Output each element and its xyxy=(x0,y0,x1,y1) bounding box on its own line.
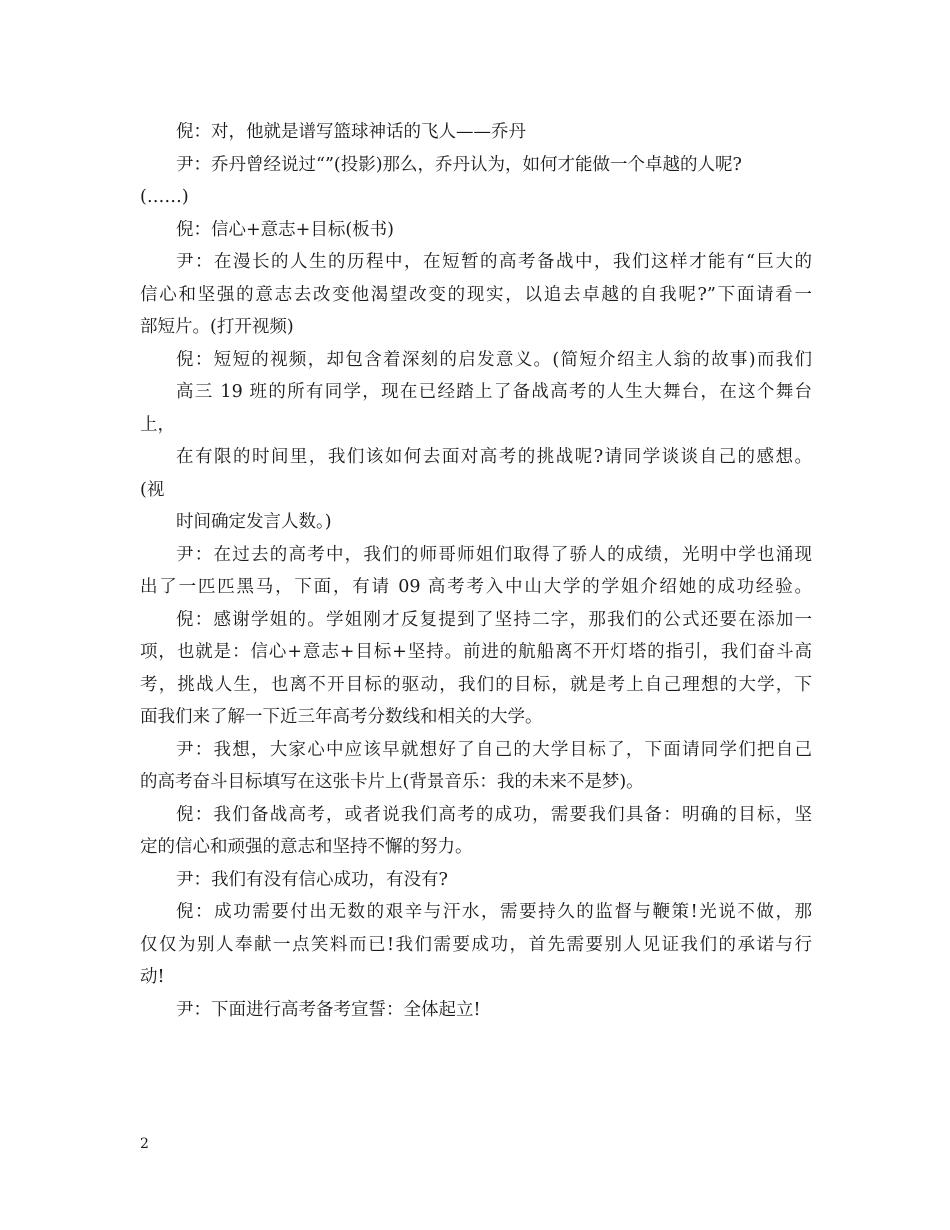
text-line: 尹：在过去的高考中，我们的师哥师姐们取得了骄人的成绩，光明中学也涌现 xyxy=(176,544,812,565)
text-line: 尹：在漫长的人生的历程中，在短暂的高考备战中，我们这样才能有“巨大的 xyxy=(176,252,812,272)
text-line: 倪：成功需要付出无数的艰辛与汗水，需要持久的监督与鞭策!光说不做，那 xyxy=(176,902,812,922)
text-line: 尹：乔丹曾经说过“”(投影)那么，乔丹认为，如何才能做一个卓越的人呢? xyxy=(176,154,742,175)
text-line: 面我们来了解一下近三年高考分数线和相关的大学。 xyxy=(140,707,543,727)
text-line: 在有限的时间里，我们该如何去面对高考的挑战呢?请同学谈谈自己的感想。 xyxy=(176,447,812,467)
text-line: 倪：感谢学姐的。学姐刚才反复提到了坚持二字，那我们的公式还要在添加一 xyxy=(176,609,812,630)
text-line: 部短片。(打开视频) xyxy=(140,317,294,337)
text-line: 上， xyxy=(140,414,175,435)
document-body xyxy=(140,116,812,1026)
text-line: 尹：下面进行高考备考宣誓：全体起立! xyxy=(176,999,481,1020)
text-line: 考，挑战人生，也离不开目标的驱动，我们的目标，就是考上自己理想的大学，下 xyxy=(140,674,812,695)
text-line: 出了一匹匹黑马，下面，有请 09 高考考入中山大学的学姐介绍她的成功经验。 xyxy=(140,577,812,597)
text-line: (视 xyxy=(140,479,165,500)
text-line: 高三 19 班的所有同学，现在已经踏上了备战高考的人生大舞台，在这个舞台 xyxy=(176,382,812,402)
text-line: 倪：短短的视频，却包含着深刻的启发意义。(简短介绍主人翁的故事)而我们 xyxy=(176,349,812,370)
text-line: 倪：信心+意志+目标(板书) xyxy=(176,219,394,240)
text-line: 的高考奋斗目标填写在这张卡片上(背景音乐：我的未来不是梦)。 xyxy=(140,772,644,792)
text-line: 尹：我们有没有信心成功，有没有? xyxy=(176,869,448,890)
text-line: 尹：我想，大家心中应该早就想好了自己的大学目标了，下面请同学们把自己 xyxy=(176,739,812,760)
text-line: 信心和坚强的意志去改变他渴望改变的现实，以追去卓越的自我呢?”下面请看一 xyxy=(140,284,812,305)
text-line: 倪：我们备战高考，或者说我们高考的成功，需要我们具备：明确的目标，坚 xyxy=(176,804,812,825)
text-line: 定的信心和顽强的意志和坚持不懈的努力。 xyxy=(140,837,473,857)
text-line: 时间确定发言人数。) xyxy=(176,512,332,532)
text-line: 动! xyxy=(140,967,165,987)
text-line: 仅仅为别人奉献一点笑料而已!我们需要成功，首先需要别人见证我们的承诺与行 xyxy=(140,934,812,955)
page-number: 2 xyxy=(140,1136,149,1152)
text-line: 倪：对，他就是谱写篮球神话的飞人——乔丹 xyxy=(176,122,526,142)
text-line: 项，也就是：信心+意志+目标+坚持。前进的航船离不开灯塔的指引，我们奋斗高 xyxy=(140,642,812,662)
text-line: (……) xyxy=(140,187,189,207)
